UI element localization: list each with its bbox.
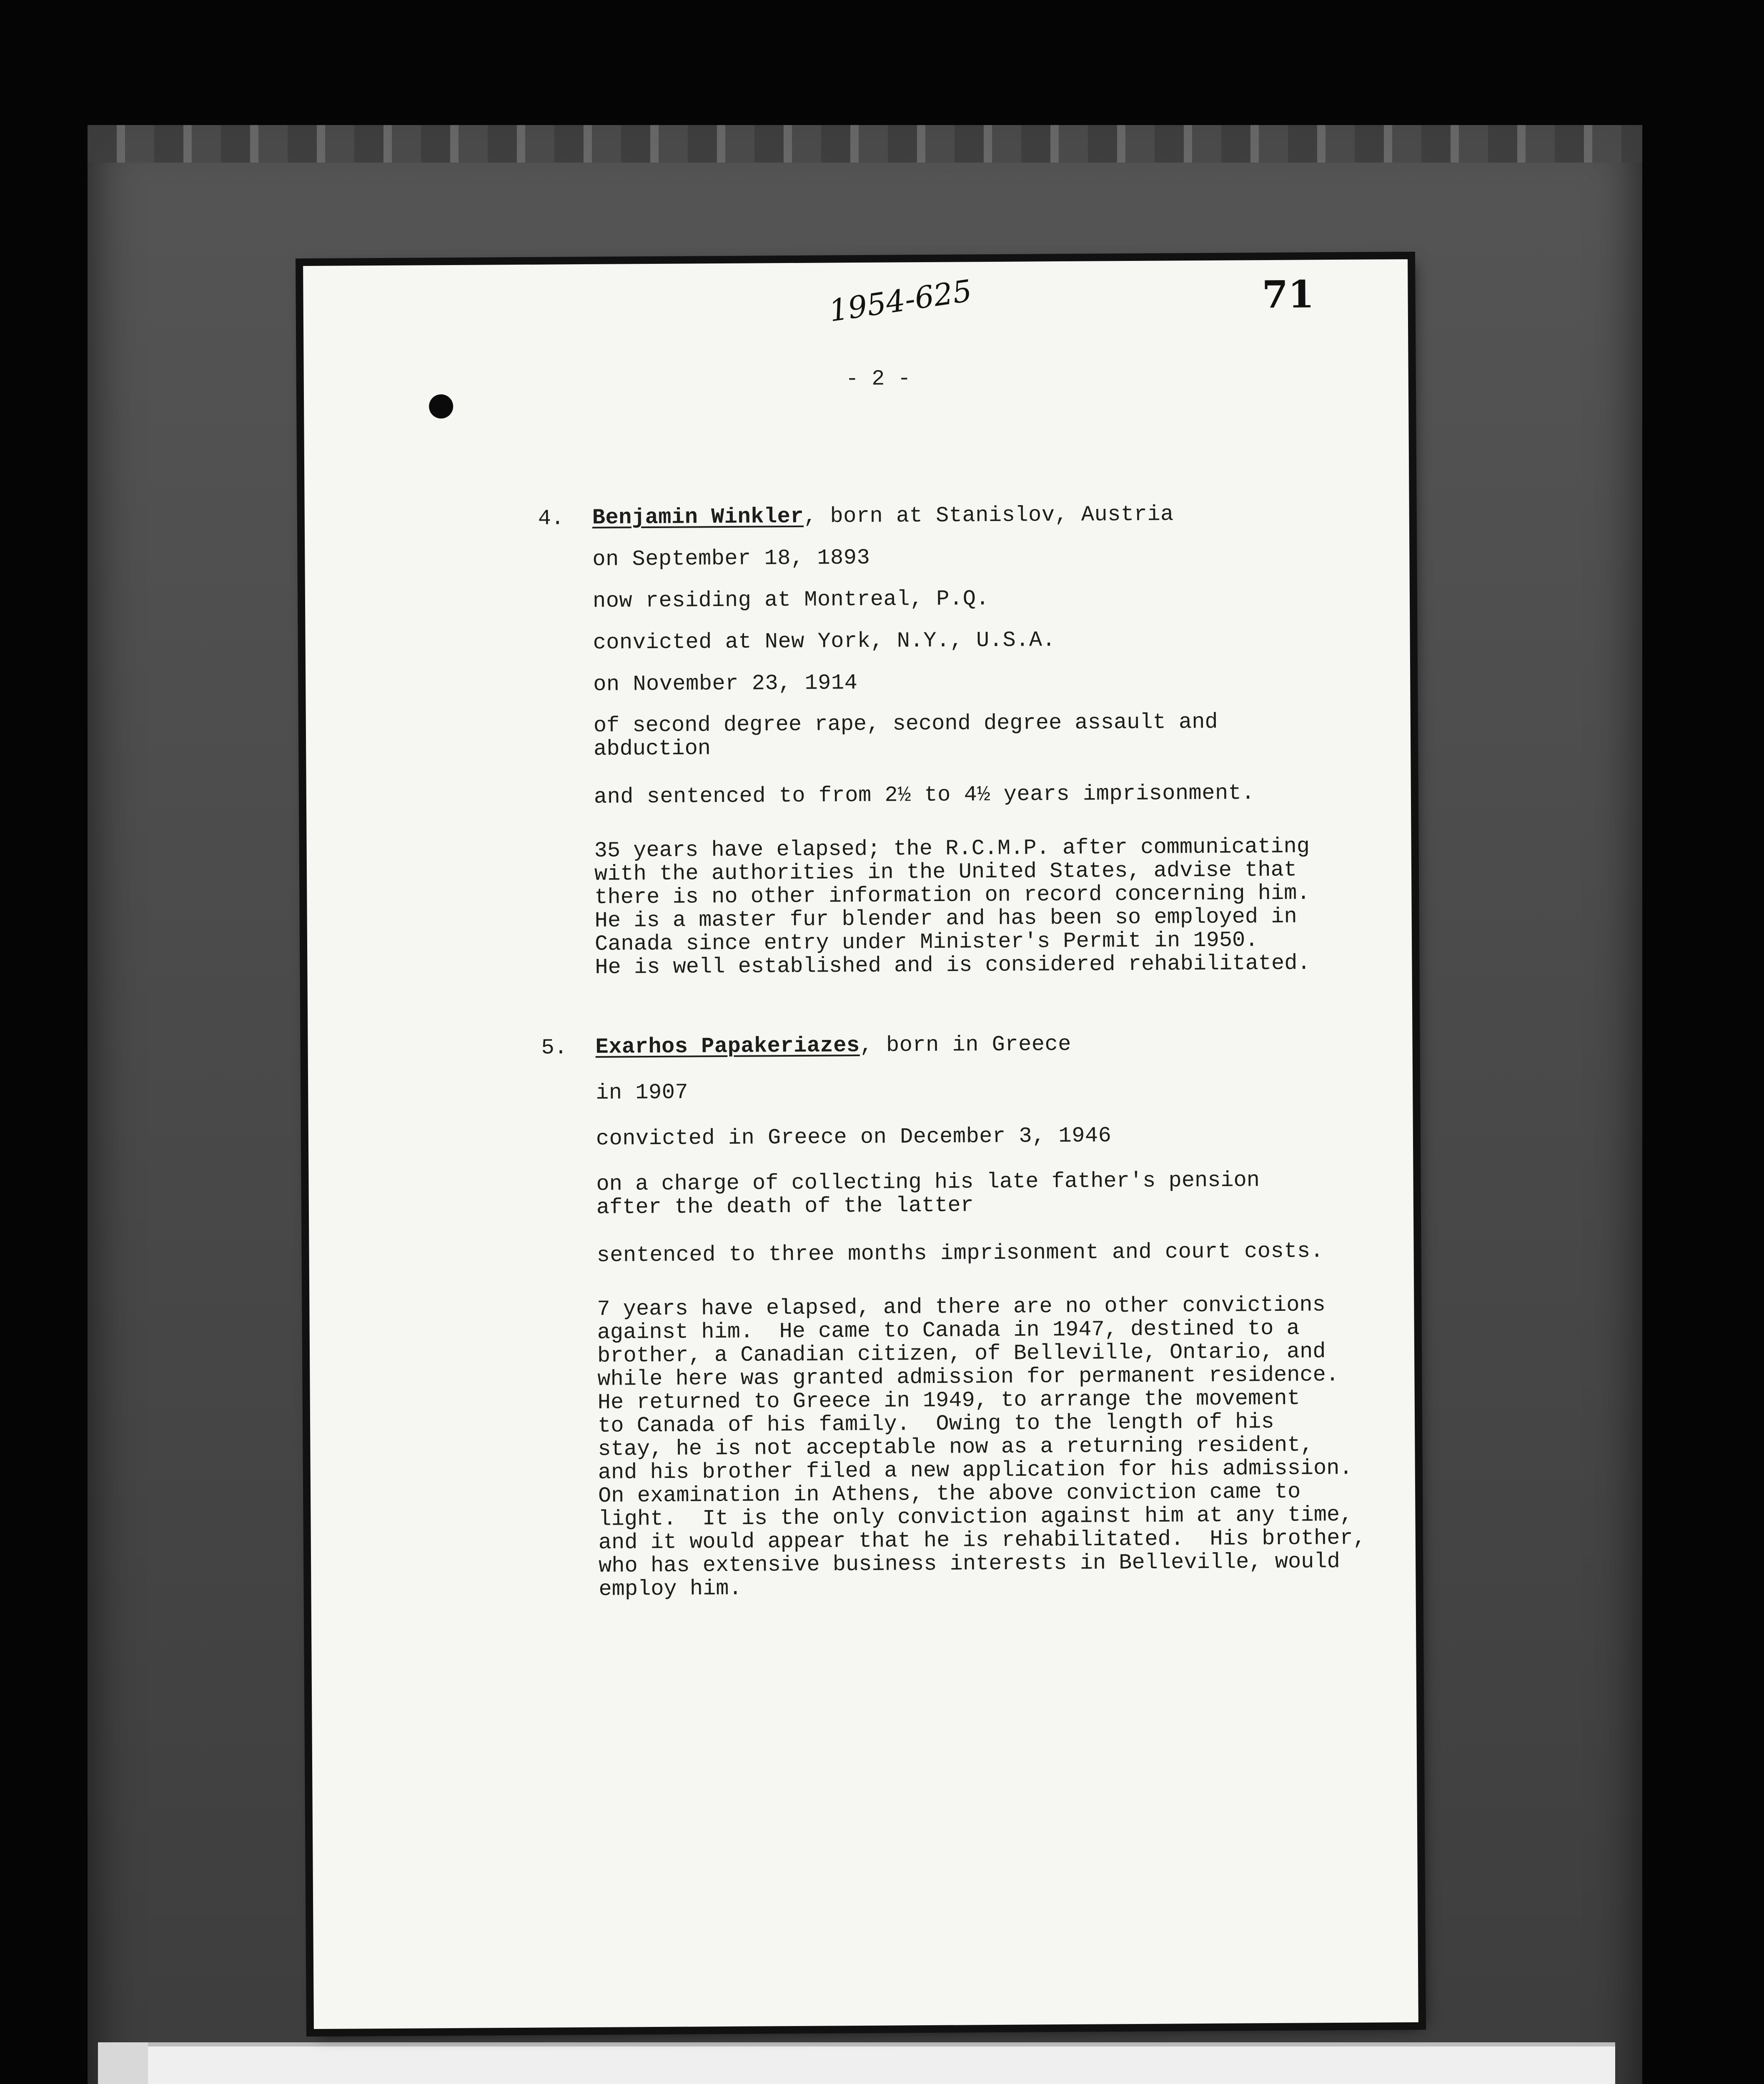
detail-line: convicted at New York, N.Y., U.S.A. [593,628,1056,655]
detail-line: on September 18, 1893 [592,545,870,572]
item-number: 4. [538,506,564,531]
offence [594,711,1218,761]
item-heading [595,1032,1071,1060]
remark-line: On examination in Athens, the above conviction came to [598,1479,1301,1508]
remark-line: He returned to Greece in 1949, to arrange the movement [597,1386,1300,1415]
remark-line: there is no other information on record concerning him. [594,881,1310,910]
remark-line: against him. He came to Canada in 1947, destined to a [597,1316,1300,1345]
detail-line: on November 23, 1914 [593,671,858,697]
remark-line: He is a master fur blender and has been so employed in [594,904,1297,933]
remark-line: stay, he is not acceptable now as a returning resident, [598,1433,1313,1462]
sentence: sentenced to three months imprisonment and court costs. [596,1239,1324,1268]
page-marker: - 2 - [845,366,911,392]
offence-line: on a charge of collecting his late father's pension [596,1168,1260,1197]
offence-line: after the death of the latter [596,1193,974,1220]
item-number: 5. [541,1035,568,1060]
remark-line: with the authorities in the United States, advise that [594,857,1297,887]
remarks [597,1293,1366,1601]
mount-band-edge [98,2042,148,2084]
handwritten-reference: 1954-625 [827,273,974,328]
detail-line: convicted in Greece on December 3, 1946 [596,1123,1112,1151]
remark-line: while here was granted admission for permanent residence. [597,1363,1339,1392]
remark-line: brother, a Canadian citizen, of Belleville, Ontario, and [597,1339,1326,1368]
remark-line: and his brother filed a new application for his admission. [598,1455,1353,1485]
detail-line: in 1907 [596,1080,689,1105]
document-page [303,259,1418,2029]
detail-line: now residing at Montreal, P.Q. [592,586,990,614]
remark-line: He is well established and is considered rehabilitated. [595,951,1310,980]
offence-line: of second degree rape, second degree assault and [593,709,1218,738]
birth-place: , born at Stanislov, Austria [803,502,1174,529]
punch-hole [429,394,453,418]
remark-line: light. It is the only conviction against him at any time, [598,1502,1353,1532]
remark-line: 35 years have elapsed; the R.C.M.P. after communicating [594,834,1310,863]
remark-line: Canada since entry under Minister's Permit in 1950. [594,928,1258,957]
birth-place: , born in Greece [859,1032,1072,1058]
remarks [594,835,1310,979]
offence-line: abduction [594,736,711,761]
item-heading [592,502,1174,530]
person-name: Exarhos Papakeriazes [595,1033,860,1060]
remark-line: who has extensive business interests in Belleville, would [598,1549,1341,1578]
remark-line: employ him. [599,1576,742,1602]
remark-line: 7 years have elapsed, and there are no other convictions [597,1292,1326,1322]
mount-band [98,2042,1615,2084]
film-edge-strip [88,125,1642,163]
page-number: 71 [1262,272,1315,317]
offence [596,1169,1260,1220]
remark-line: and it would appear that he is rehabilitated. His brother, [598,1525,1366,1555]
sentence: and sentenced to from 2½ to 4½ years imprisonment. [594,781,1255,809]
person-name: Benjamin Winkler [592,504,804,530]
remark-line: to Canada of his family. Owing to the length of his [597,1409,1274,1438]
